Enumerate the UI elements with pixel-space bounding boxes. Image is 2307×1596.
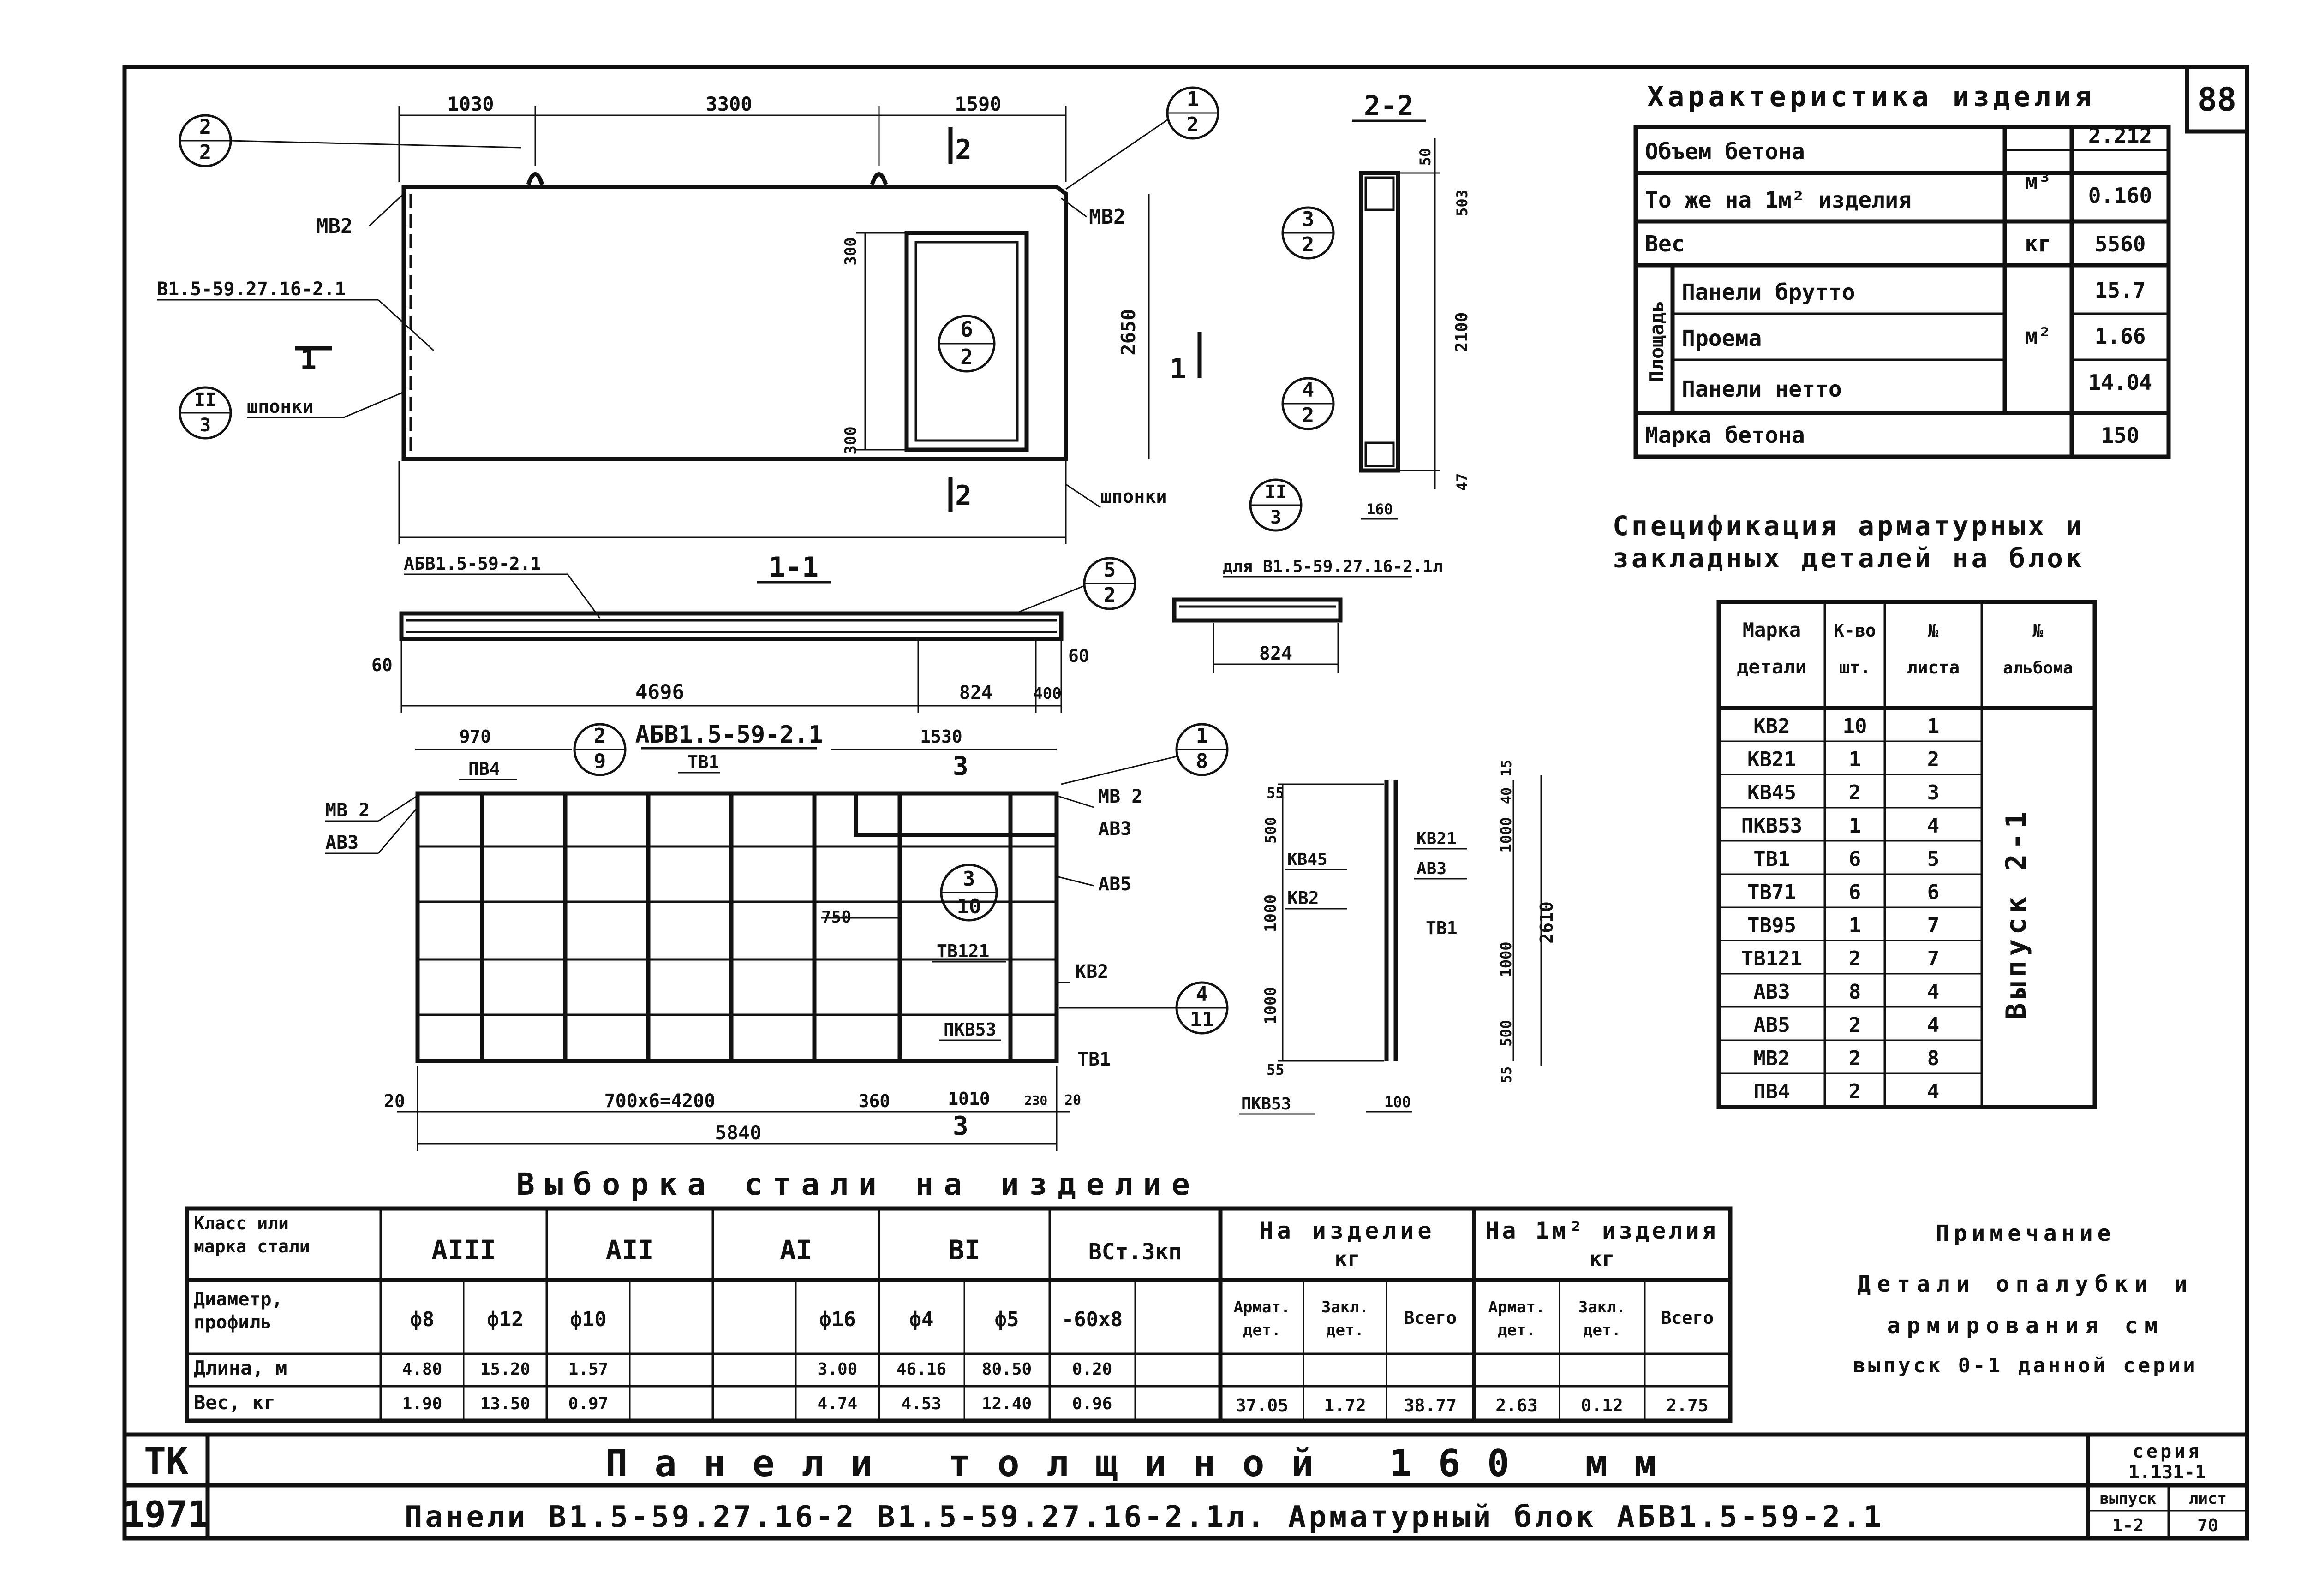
svg-text:40: 40 [1499,787,1515,804]
note-block [1853,1221,2198,1377]
svg-text:3: 3 [962,867,975,891]
title-sheet-label: лист [2189,1489,2227,1508]
steel-weight-cell: 0.97 [568,1394,609,1413]
char-value-weight: 5560 [2094,232,2146,256]
block-side-view [1239,760,1557,1114]
svg-text:2: 2 [1186,113,1199,137]
spec-cell-qty: 1 [1848,814,1861,838]
svg-text:1530: 1530 [920,727,962,747]
svg-text:ТВ121: ТВ121 [937,941,990,961]
spec-cell-sheet: 7 [1927,914,1940,937]
sheet-number: 88 [2197,81,2237,119]
callout-4-11 [1059,983,1227,1033]
steel-per-item-1: На изделие [1259,1217,1435,1244]
char-label-net: Панели нетто [1682,376,1842,402]
cut-1-left: 1 [300,344,317,376]
svg-text:КВ21: КВ21 [1416,829,1457,848]
svg-text:5: 5 [1103,558,1116,582]
steel-weight-cell: 13.50 [480,1394,531,1413]
svg-text:2: 2 [1302,404,1315,427]
svg-text:500: 500 [1497,1020,1515,1047]
svg-text:2: 2 [1103,584,1116,607]
svg-text:10: 10 [956,895,981,918]
specification-table [1613,510,2095,1107]
spec-header-album-2: альбома [2003,659,2073,678]
spec-cell-sheet: 4 [1927,1080,1940,1103]
spec-cell-sheet: 5 [1927,847,1940,871]
steel-class-a1: АI [780,1234,812,1266]
steel-sub-zakl-2: дет. [1326,1321,1364,1340]
spec-cell-mark: КВ21 [1747,748,1796,771]
steel-weight-cell: 1.90 [402,1394,442,1413]
svg-text:2: 2 [1302,233,1315,256]
svg-text:1: 1 [1195,724,1208,748]
note-line-1: Детали опалубки и [1857,1271,2194,1297]
spec-cell-mark: АВ5 [1753,1013,1790,1037]
block-title: АБВ1.5-59-2.1 [635,721,823,749]
label-shponki-right: шпонки [1100,486,1167,507]
svg-text:3: 3 [1270,507,1282,528]
spec-header-qty-1: К-во [1834,620,1876,641]
svg-text:160: 160 [1366,500,1393,518]
steel-weight-label: Вес, кг [194,1391,276,1414]
spec-cell-qty: 6 [1848,881,1861,904]
svg-text:700х6=4200: 700х6=4200 [604,1090,716,1112]
steel-profile-cell: ф5 [994,1308,1019,1331]
svg-text:АВ3: АВ3 [1098,818,1132,840]
label-mv2-right: МВ2 [1089,205,1126,229]
steel-class-a2: АII [605,1234,654,1266]
steel-item-zakl: 1.72 [1324,1395,1366,1416]
spec-cell-sheet: 4 [1927,980,1940,1004]
svg-text:1010: 1010 [948,1089,990,1109]
section-2-2 [1352,90,1471,519]
spec-cell-sheet: 2 [1927,748,1940,771]
steel-m2-total: 2.75 [1666,1395,1709,1416]
svg-text:ПКВ53: ПКВ53 [944,1019,997,1040]
dim-1590: 1590 [955,93,1002,115]
section-1-1-title: 1-1 [768,551,819,584]
char-label-weight: Вес [1645,231,1685,257]
svg-text:1000: 1000 [1261,894,1280,932]
steel-profile-cell: -60х8 [1061,1308,1123,1331]
spec-cell-sheet: 4 [1927,1013,1940,1037]
title-year: 1971 [123,1494,209,1536]
char-value-net: 14.04 [2088,370,2152,395]
steel-profile-label-1: Диаметр, [194,1289,283,1310]
callout-2-2 [180,115,521,166]
svg-text:824: 824 [959,682,993,703]
svg-text:КВ2: КВ2 [1287,888,1319,908]
char-unit-m2: м² [2025,323,2051,349]
svg-text:2: 2 [199,115,212,139]
svg-text:8: 8 [1195,750,1208,773]
spec-cell-sheet: 7 [1927,947,1940,971]
steel-sub-armat-m2-1: Армат. [1488,1298,1545,1316]
spec-cell-qty: 6 [1848,847,1861,871]
svg-text:750: 750 [821,908,852,927]
note-title: Примечание [1936,1221,2116,1246]
spec-cell-mark: МВ2 [1753,1047,1790,1070]
spec-cell-qty: 2 [1848,947,1861,971]
svg-text:4696: 4696 [635,680,684,704]
steel-per-item-2: кг [1334,1246,1360,1271]
svg-text:ПВ4: ПВ4 [468,759,500,779]
svg-text:5840: 5840 [715,1121,762,1144]
char-value-opening: 1.66 [2094,324,2146,349]
steel-item-armat: 37.05 [1235,1395,1289,1416]
char-group-area: Площадь [1645,300,1668,382]
section-2-2-title: 2-2 [1363,90,1414,122]
dim-3300: 3300 [705,93,753,115]
spec-header-sheet-2: листа [1907,657,1960,678]
svg-text:230: 230 [1024,1093,1048,1108]
callout-circles [180,88,1333,1033]
title-tk: ТК [143,1440,189,1483]
spec-header-album-1: № [2032,620,2044,641]
steel-class-vst: ВСт.3кп [1088,1239,1182,1265]
title-series: 1.131-1 [2128,1462,2206,1483]
spec-cell-sheet: 4 [1927,814,1940,838]
svg-text:3: 3 [199,415,211,436]
svg-text:МВ 2: МВ 2 [325,800,370,821]
spec-cell-mark: ПКВ53 [1741,814,1803,838]
steel-weight-cell: 4.74 [817,1394,858,1413]
characteristics-title: Характеристика изделия [1647,81,2095,113]
spec-cell-qty: 8 [1848,980,1861,1004]
svg-text:АВ5: АВ5 [1098,874,1132,895]
steel-length-cell: 1.57 [568,1360,609,1379]
characteristics-table [1636,81,2169,457]
callout-5-2 [1015,558,1135,613]
steel-item-total: 38.77 [1404,1395,1457,1416]
char-value-gross: 15.7 [2094,278,2146,303]
steel-profile-cell: ф8 [410,1308,435,1331]
dim-300-top: 300 [842,237,860,266]
steel-sub-armat-2: дет. [1243,1321,1281,1340]
spec-cell-qty: 2 [1848,781,1861,804]
svg-text:1000: 1000 [1497,817,1515,853]
callout-ii-3-left [180,387,231,438]
label-mv2-left: МВ2 [316,214,353,238]
spec-cell-mark: ТВ71 [1747,881,1796,904]
callout-2-9 [574,724,625,775]
spec-cell-mark: ПВ4 [1753,1080,1790,1103]
svg-text:50: 50 [1416,148,1434,166]
note-line-2: армирования см [1887,1313,2164,1339]
spec-header-qty-2: шт. [1839,657,1871,678]
svg-text:2: 2 [199,141,212,164]
callout-4-2 [1283,378,1333,429]
note-line-3: выпуск 0-1 данной серии [1853,1354,2198,1377]
steel-length-cell: 4.80 [402,1360,442,1379]
char-label-opening: Проема [1682,326,1762,351]
svg-text:1000: 1000 [1497,941,1515,977]
svg-text:2100: 2100 [1452,312,1471,352]
char-value-per-m2: 0.160 [2088,183,2152,208]
steel-table [187,1167,1730,1421]
steel-per-m2-2: кг [1589,1246,1615,1271]
spec-header-mark-2: детали [1737,655,1807,678]
steel-sub-zakl-m2-2: дет. [1583,1321,1621,1340]
char-label-volume: Объем бетона [1645,139,1805,165]
char-unit-kg: кг [2025,231,2051,257]
spec-cell-qty: 10 [1842,715,1867,738]
dim-300-bottom: 300 [842,426,860,455]
steel-per-m2-1: На 1м² изделия [1485,1217,1719,1244]
callout-3-2 [1283,208,1333,258]
steel-title: Выборка стали на изделие [516,1167,1200,1202]
svg-text:2: 2 [593,724,606,748]
steel-sub-total-m2: Всего [1661,1308,1714,1328]
cut-2-top: 2 [955,134,972,166]
svg-text:1: 1 [1186,88,1199,111]
callout-ii-3-right [1250,480,1301,530]
label-dlya: для В1.5-59.27.16-2.1л [1223,557,1443,576]
svg-text:АВ3: АВ3 [325,832,359,853]
spec-cell-sheet: 3 [1927,781,1940,804]
title-block [123,1435,2247,1538]
reinforcement-block [325,721,1142,1151]
svg-text:55: 55 [1267,1061,1285,1078]
svg-text:КВ45: КВ45 [1287,850,1327,869]
dim-1030: 1030 [447,93,494,115]
title-sub: Панели В1.5-59.27.16-2 В1.5-59.27.16-2.1л. Арматурный блок АБВ1.5-59-2.1 [404,1500,1884,1534]
callout-6-2 [939,316,994,371]
steel-length-cell: 80.50 [981,1360,1032,1379]
svg-text:2: 2 [960,345,973,369]
steel-profile-cell: ф10 [570,1308,607,1331]
spec-cell-mark: ТВ95 [1747,914,1796,937]
spec-title-line1: Спецификация арматурных и [1613,510,2085,542]
char-label-concrete: Марка бетона [1645,423,1805,448]
label-panel-mark: В1.5-59.27.16-2.1 [157,279,346,300]
cut-3-bottom: 3 [953,1111,968,1141]
steel-sub-total: Всего [1404,1308,1457,1328]
svg-text:55: 55 [1499,1066,1515,1084]
spec-header-sheet-1: № [1928,620,1939,641]
svg-text:II: II [194,389,217,411]
spec-cell-sheet: 1 [1927,715,1940,738]
svg-text:60: 60 [371,655,393,675]
svg-text:47: 47 [1453,473,1471,491]
spec-cell-qty: 2 [1848,1047,1861,1070]
spec-cell-mark: АВ3 [1753,980,1790,1004]
panel-elevation [157,93,1200,544]
spec-cell-qty: 1 [1848,748,1861,771]
callout-3-10 [941,865,997,920]
spec-cell-qty: 2 [1848,1080,1861,1103]
spec-album: Выпуск 2-1 [2000,807,2032,1020]
spec-cell-mark: ТВ121 [1741,947,1803,971]
section-1-1 [371,551,1443,713]
steel-length-cell: 46.16 [896,1360,947,1379]
steel-weight-cell: 0.96 [1072,1394,1112,1413]
steel-length-cell: 15.20 [480,1360,531,1379]
svg-text:824: 824 [1259,643,1293,664]
svg-text:II: II [1264,482,1287,503]
spec-header-mark-1: Марка [1742,619,1801,641]
svg-text:ТВ1: ТВ1 [1077,1049,1111,1070]
svg-text:970: 970 [459,727,491,747]
svg-text:100: 100 [1384,1093,1411,1111]
char-label-per-m2: То же на 1м² изделия [1645,187,1912,213]
steel-m2-armat: 2.63 [1495,1395,1538,1416]
svg-text:ТВ1: ТВ1 [687,752,719,772]
steel-class-label-2: марка стали [194,1236,310,1257]
title-issue-label: выпуск [2099,1489,2157,1508]
callout-1-8 [1061,724,1227,784]
spec-cell-sheet: 8 [1927,1047,1940,1070]
steel-length-label: Длина, м [194,1357,287,1379]
label-abv-section: АБВ1.5-59-2.1 [404,554,541,574]
steel-sub-zakl-1: Закл. [1321,1298,1369,1316]
steel-profile-cell: ф16 [819,1308,856,1331]
svg-text:4: 4 [1302,378,1315,402]
steel-profile-cell: ф4 [909,1308,934,1331]
spec-cell-qty: 2 [1848,1013,1861,1037]
title-series-label: серия [2132,1441,2202,1462]
spec-cell-mark: ТВ1 [1753,847,1790,871]
char-value-volume: 2.212 [2088,123,2152,148]
label-shponki-left: шпонки [247,396,314,417]
steel-cells [402,1308,1123,1413]
svg-text:503: 503 [1453,190,1471,216]
svg-text:60: 60 [1068,646,1089,666]
cut-1-right: 1 [1170,353,1187,385]
steel-m2-zakl: 0.12 [1581,1395,1623,1416]
spec-cell-mark: КВ45 [1747,781,1796,804]
svg-text:ПКВ53: ПКВ53 [1241,1095,1291,1114]
title-issue: 1-2 [2112,1515,2144,1536]
svg-text:2610: 2610 [1536,901,1557,944]
cut-3-top: 3 [953,751,968,781]
callout-1-2 [1066,88,1218,189]
svg-text:400: 400 [1033,685,1062,703]
svg-text:1000: 1000 [1261,987,1280,1024]
spec-cell-mark: КВ2 [1753,715,1790,738]
steel-profile-cell: ф12 [487,1308,524,1331]
dim-2650: 2650 [1117,309,1140,356]
svg-text:КВ2: КВ2 [1075,961,1109,983]
svg-text:15: 15 [1499,759,1515,777]
title-main: Панели толщиной 160 мм [605,1442,1683,1485]
svg-text:9: 9 [593,750,606,773]
svg-text:3: 3 [1302,208,1315,231]
svg-text:360: 360 [858,1091,891,1111]
steel-sub-armat-1: Армат. [1233,1298,1291,1316]
svg-text:500: 500 [1262,817,1279,844]
svg-text:ТВ1: ТВ1 [1426,918,1458,938]
steel-class-a3: АIII [431,1234,496,1266]
steel-length-cell: 3.00 [817,1360,858,1379]
spec-cell-qty: 1 [1848,914,1861,937]
svg-text:20: 20 [1064,1092,1082,1108]
char-label-gross: Панели брутто [1682,280,1855,305]
svg-text:МВ 2: МВ 2 [1098,786,1143,807]
steel-length-cell: 0.20 [1072,1360,1112,1379]
svg-text:55: 55 [1267,784,1285,802]
char-value-concrete: 150 [2101,423,2140,448]
steel-profile-label-2: профиль [194,1312,272,1333]
spec-cell-sheet: 6 [1927,881,1940,904]
steel-weight-cell: 4.53 [901,1394,942,1413]
svg-text:4: 4 [1195,983,1208,1006]
svg-text:11: 11 [1189,1008,1214,1031]
steel-sub-zakl-m2-1: Закл. [1578,1298,1626,1316]
cut-2-bottom: 2 [955,480,972,512]
spec-title-line2: закладных деталей на блок [1613,542,2085,574]
svg-text:6: 6 [960,317,973,342]
title-sheet: 70 [2197,1515,2218,1536]
spec-rows [1719,715,1982,1103]
steel-class-label-1: Класс или [194,1213,289,1233]
steel-sub-armat-m2-2: дет. [1498,1321,1536,1340]
char-unit-m3: м³ [2025,169,2051,195]
steel-weight-cell: 12.40 [981,1394,1032,1413]
steel-class-b1: ВI [948,1234,980,1266]
svg-text:АВ3: АВ3 [1416,859,1447,878]
svg-text:20: 20 [384,1091,405,1111]
